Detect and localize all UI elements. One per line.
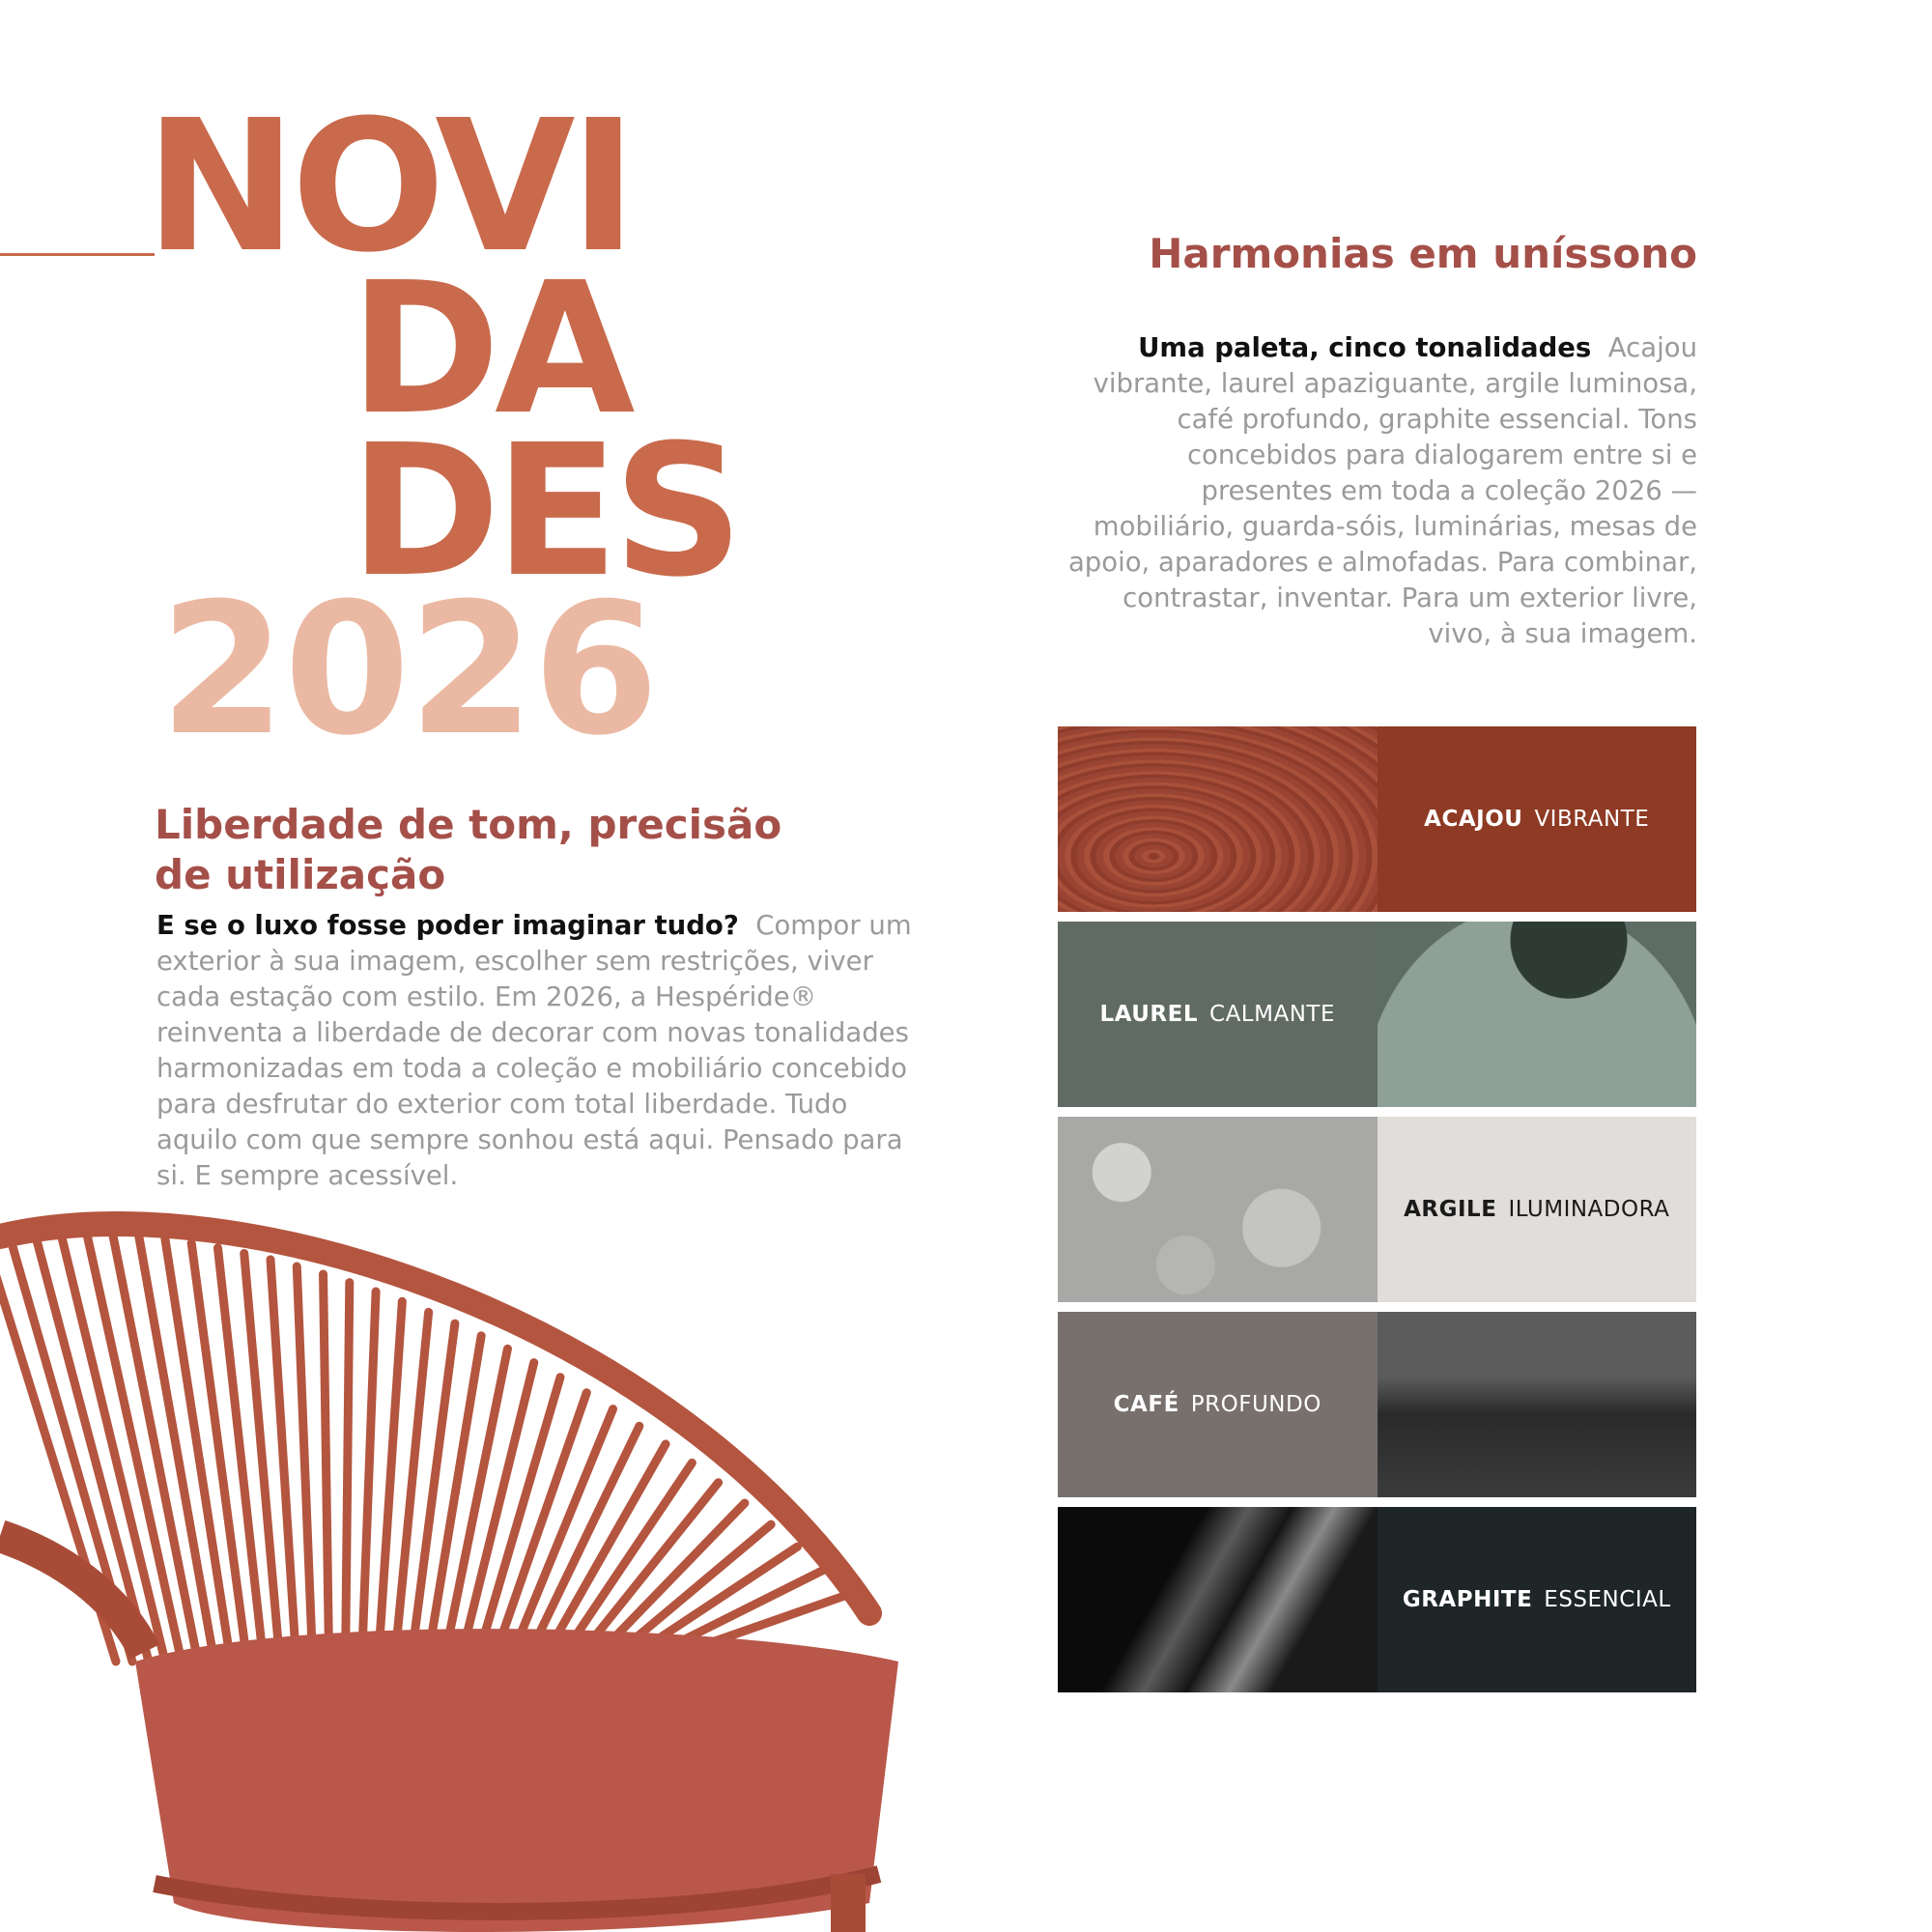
laurel-texture-image [1378,922,1697,1107]
acajou-texture-image [1058,726,1378,912]
left-section-body [156,908,920,1194]
acajou-label [1378,726,1697,912]
swatch-graphite [1058,1507,1696,1692]
graphite-texture-image [1058,1507,1378,1692]
left-section-title: Liberdade de tom, precisão de utilização [155,801,782,898]
swatch-cafe [1058,1312,1696,1497]
chair-cord [346,1283,350,1662]
swatch-argile [1058,1117,1696,1302]
swatch-acajou [1058,726,1696,912]
graphite-label [1378,1507,1697,1692]
right-body-text: Acajou vibrante, laurel apaziguante, argile luminosa, café profundo, graphite essencial. Tons concebidos para dialogarem entre si e presentes em toda a coleção 2026 — mobiliário, guarda-sóis, luminárias, mesas de apoio, aparadores e almofadas. Para combinar, contrastar, inventar. Para um exterior livre, vivo, à sua imagem. [1067,332,1697,649]
cafe-name: CAFÉ [1113,1392,1179,1417]
headline-line-2: DA [350,243,630,455]
argile-name: ARGILE [1404,1197,1497,1222]
swatch-laurel [1058,922,1696,1107]
cafe-texture-image [1378,1312,1697,1497]
right-lead: Uma paleta, cinco tonalidades [1138,332,1592,363]
laurel-label [1058,922,1378,1107]
argile-descriptor: ILUMINADORA [1508,1197,1670,1222]
left-body-text: Compor um exterior à sua imagem, escolher sem restrições, viver cada estação com estilo. Em 2026, a Hespéride® reinventa a liberdade de decorar com novas tonalidades harmonizadas em toda a coleção e mobiliário concebido para desfrutar do exterior com total liberdade. Tudo aquilo com que sempre sonhou está aqui. Pensado para si. E sempre acessível. [156,910,912,1191]
acajou-descriptor: VIBRANTE [1534,807,1650,832]
laurel-name: LAUREL [1099,1002,1199,1027]
laurel-descriptor: CALMANTE [1209,1002,1335,1027]
chair-cord [297,1266,312,1662]
argile-texture-image [1058,1117,1378,1302]
cafe-label [1058,1312,1378,1497]
graphite-name: GRAPHITE [1402,1587,1533,1612]
left-lead: E se o luxo fosse poder imaginar tudo? [156,910,739,941]
cafe-descriptor: PROFUNDO [1190,1392,1321,1417]
chair-leg [831,1874,866,1932]
headline-line-1: NOVI [145,81,632,293]
headline-rule [0,253,155,256]
right-section-body [1063,330,1697,652]
headline-line-3: DES [350,406,738,617]
acajou-name: ACAJOU [1424,807,1523,832]
chair-cord [362,1292,377,1662]
chair-cord [324,1274,329,1662]
argile-label [1378,1117,1697,1302]
chair-product-image [0,1208,927,1932]
headline-year: 2026 [159,564,658,776]
graphite-descriptor: ESSENCIAL [1544,1587,1671,1612]
right-section-title: Harmonias em uníssono [1149,230,1697,277]
